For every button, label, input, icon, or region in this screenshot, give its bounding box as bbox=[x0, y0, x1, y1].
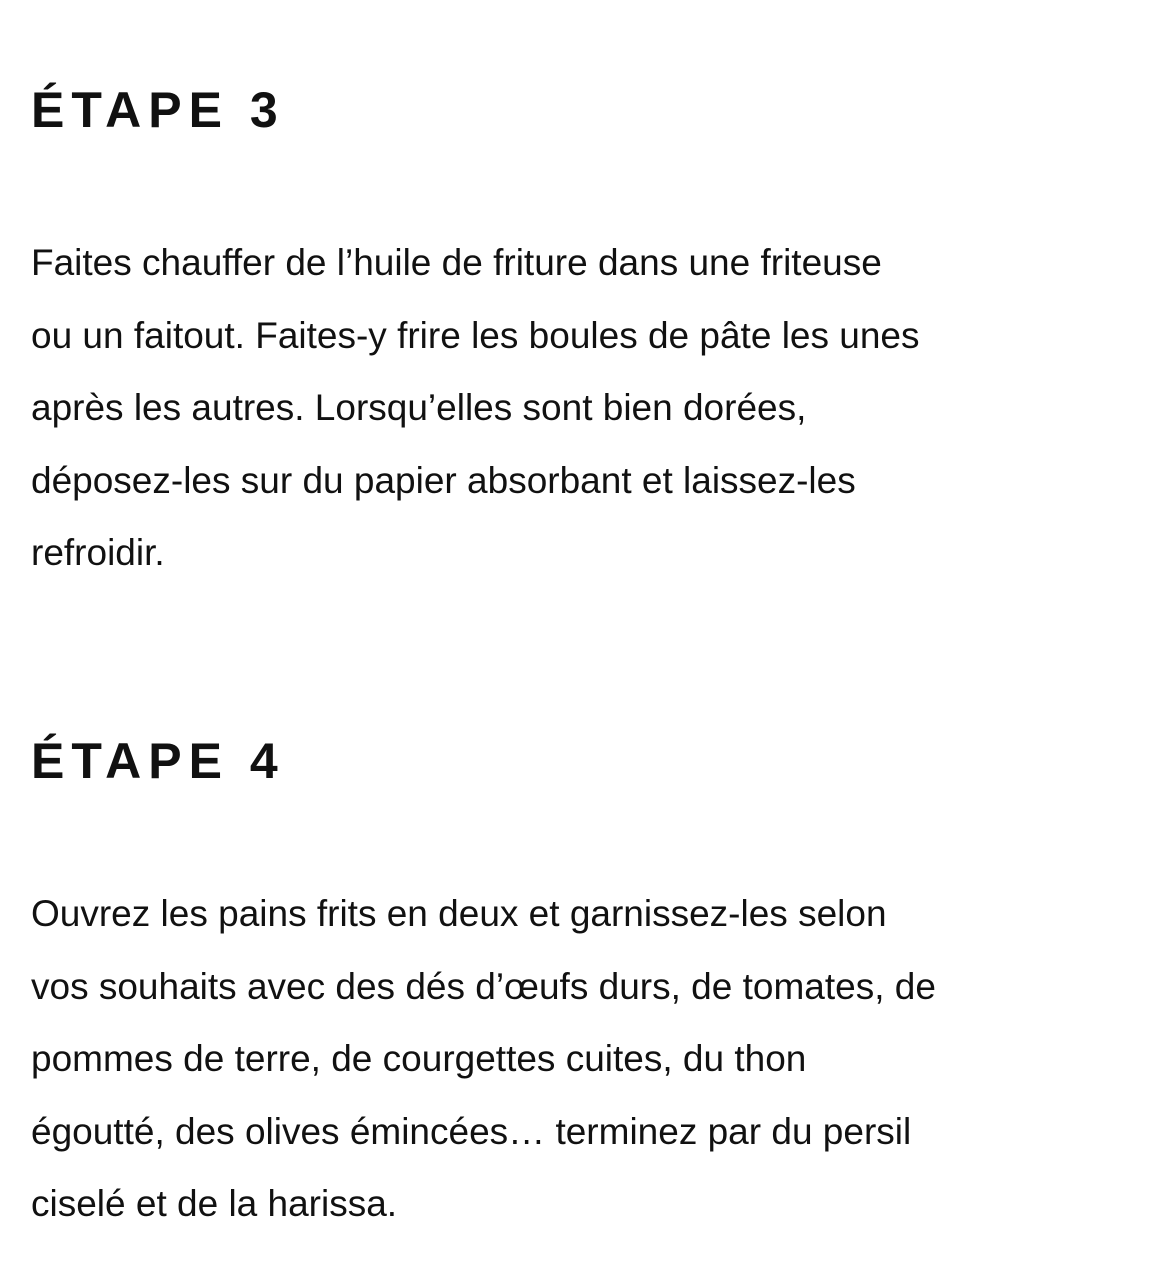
text-line: ciselé et de la harissa. bbox=[31, 1183, 398, 1224]
step-instructions bbox=[31, 878, 1150, 1241]
step-4 bbox=[31, 733, 1150, 1278]
text-line: après les autres. Lorsqu’elles sont bien dorées, bbox=[31, 387, 807, 428]
text-line: Faites chauffer de l’huile de friture dans une friteuse bbox=[31, 242, 882, 283]
text-line: vos souhaits avec des dés d’œufs durs, de tomates, de bbox=[31, 965, 936, 1007]
text-line: refroidir. bbox=[31, 532, 165, 573]
text-line: égoutté, des olives émincées… terminez par du persil bbox=[31, 1110, 912, 1152]
step-heading: ÉTAPE 4 bbox=[31, 733, 285, 789]
text-line: déposez-les sur du papier absorbant et laissez-les bbox=[31, 459, 856, 501]
step-3 bbox=[31, 82, 1150, 627]
step-heading: ÉTAPE 3 bbox=[31, 82, 285, 138]
text-line: pommes de terre, de courgettes cuites, du thon bbox=[31, 1038, 807, 1079]
step-instructions bbox=[31, 227, 1150, 590]
text-line: ou un faitout. Faites-y frire les boules de pâte les unes bbox=[31, 314, 920, 356]
text-line: Ouvrez les pains frits en deux et garnissez-les selon bbox=[31, 893, 887, 934]
